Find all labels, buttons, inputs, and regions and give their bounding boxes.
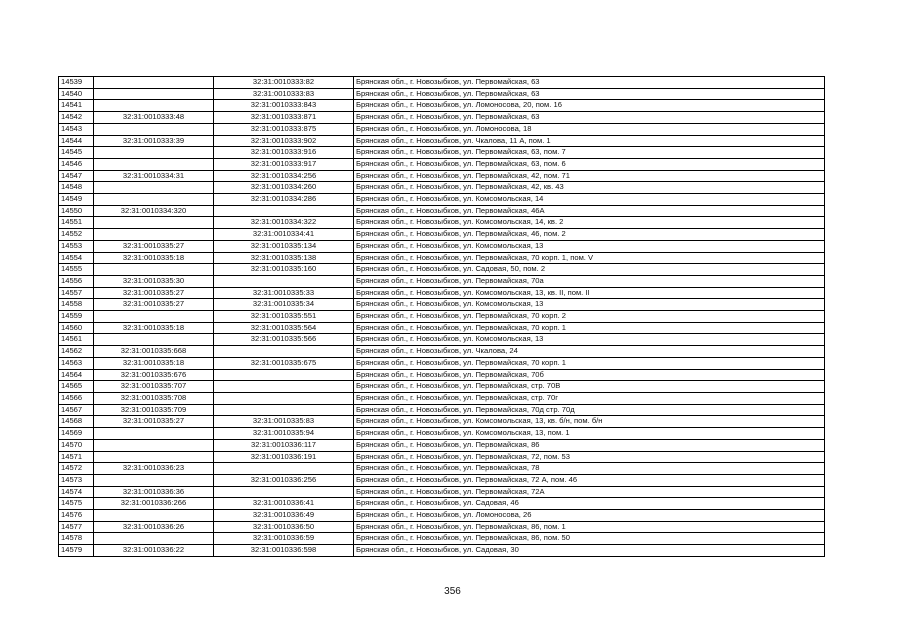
cadastral-number-a-cell: 32:31:0010335:708 <box>94 392 214 404</box>
cadastral-number-a-cell <box>94 439 214 451</box>
address-cell: Брянская обл., г. Новозыбков, ул. Первомайская, 70 корп. 1, пом. V <box>354 252 825 264</box>
cadastral-number-a-cell <box>94 182 214 194</box>
table-row <box>59 264 825 276</box>
table-row <box>59 123 825 135</box>
row-number-cell: 14543 <box>59 123 94 135</box>
cadastral-number-a-cell <box>94 147 214 159</box>
table-row <box>59 158 825 170</box>
address-cell: Брянская обл., г. Новозыбков, ул. Комсомольская, 13, кв. II, пом. II <box>354 287 825 299</box>
table-row <box>59 334 825 346</box>
cadastral-number-b-cell: 32:31:0010334:322 <box>214 217 354 229</box>
cadastral-number-a-cell: 32:31:0010335:18 <box>94 322 214 334</box>
row-number-cell: 14577 <box>59 521 94 533</box>
cadastral-number-a-cell <box>94 264 214 276</box>
cadastral-number-b-cell: 32:31:0010333:917 <box>214 158 354 170</box>
row-number-cell: 14554 <box>59 252 94 264</box>
table-row <box>59 451 825 463</box>
address-cell: Брянская обл., г. Новозыбков, ул. Первомайская, 70 корп. 2 <box>354 311 825 323</box>
cadastral-number-b-cell: 32:31:0010336:49 <box>214 510 354 522</box>
cadastral-number-a-cell: 32:31:0010335:18 <box>94 357 214 369</box>
cadastral-number-a-cell: 32:31:0010336:36 <box>94 486 214 498</box>
cadastral-number-b-cell: 32:31:0010335:160 <box>214 264 354 276</box>
row-number-cell: 14550 <box>59 205 94 217</box>
row-number-cell: 14576 <box>59 510 94 522</box>
cadastral-number-a-cell: 32:31:0010335:27 <box>94 416 214 428</box>
address-cell: Брянская обл., г. Новозыбков, ул. Комсомольская, 14 <box>354 194 825 206</box>
row-number-cell: 14566 <box>59 392 94 404</box>
address-cell: Брянская обл., г. Новозыбков, ул. Комсомольская, 13 <box>354 299 825 311</box>
cadastral-number-a-cell: 32:31:0010335:668 <box>94 346 214 358</box>
row-number-cell: 14578 <box>59 533 94 545</box>
cadastral-number-a-cell: 32:31:0010335:27 <box>94 287 214 299</box>
cadastral-number-b-cell: 32:31:0010336:191 <box>214 451 354 463</box>
table-row <box>59 463 825 475</box>
cadastral-number-a-cell <box>94 158 214 170</box>
row-number-cell: 14572 <box>59 463 94 475</box>
row-number-cell: 14560 <box>59 322 94 334</box>
cadastral-number-a-cell: 32:31:0010334:31 <box>94 170 214 182</box>
address-cell: Брянская обл., г. Новозыбков, ул. Первомайская, 86 <box>354 439 825 451</box>
cadastral-number-b-cell <box>214 346 354 358</box>
table-row <box>59 287 825 299</box>
row-number-cell: 14556 <box>59 275 94 287</box>
row-number-cell: 14565 <box>59 381 94 393</box>
address-cell: Брянская обл., г. Новозыбков, ул. Первомайская, 70б <box>354 369 825 381</box>
address-cell: Брянская обл., г. Новозыбков, ул. Первомайская, 70 корп. 1 <box>354 322 825 334</box>
row-number-cell: 14545 <box>59 147 94 159</box>
table-row <box>59 545 825 557</box>
cadastral-number-b-cell: 32:31:0010335:94 <box>214 428 354 440</box>
address-cell: Брянская обл., г. Новозыбков, ул. Чкалова, 24 <box>354 346 825 358</box>
row-number-cell: 14551 <box>59 217 94 229</box>
table-row <box>59 486 825 498</box>
address-cell: Брянская обл., г. Новозыбков, ул. Чкалова, 11 А, пом. 1 <box>354 135 825 147</box>
table-row <box>59 392 825 404</box>
table-row <box>59 147 825 159</box>
address-cell: Брянская обл., г. Новозыбков, ул. Садовая, 50, пом. 2 <box>354 264 825 276</box>
cadastral-number-b-cell: 32:31:0010333:871 <box>214 112 354 124</box>
row-number-cell: 14575 <box>59 498 94 510</box>
table-row <box>59 182 825 194</box>
cadastral-number-a-cell <box>94 428 214 440</box>
cadastral-number-a-cell: 32:31:0010336:22 <box>94 545 214 557</box>
cadastral-number-b-cell: 32:31:0010334:256 <box>214 170 354 182</box>
cadastral-number-a-cell <box>94 533 214 545</box>
cadastral-number-b-cell: 32:31:0010335:566 <box>214 334 354 346</box>
address-cell: Брянская обл., г. Новозыбков, ул. Комсомольская, 14, кв. 2 <box>354 217 825 229</box>
cadastral-number-a-cell: 32:31:0010335:709 <box>94 404 214 416</box>
row-number-cell: 14548 <box>59 182 94 194</box>
address-cell: Брянская обл., г. Новозыбков, ул. Первомайская, 72 А, пом. 46 <box>354 474 825 486</box>
address-cell: Брянская обл., г. Новозыбков, ул. Первомайская, 63 <box>354 77 825 89</box>
cadastral-number-b-cell <box>214 463 354 475</box>
row-number-cell: 14559 <box>59 311 94 323</box>
row-number-cell: 14568 <box>59 416 94 428</box>
table-row <box>59 252 825 264</box>
address-cell: Брянская обл., г. Новозыбков, ул. Первомайская, 70а <box>354 275 825 287</box>
row-number-cell: 14561 <box>59 334 94 346</box>
address-cell: Брянская обл., г. Новозыбков, ул. Первомайская, 86, пом. 50 <box>354 533 825 545</box>
row-number-cell: 14549 <box>59 194 94 206</box>
cadastral-number-b-cell: 32:31:0010335:34 <box>214 299 354 311</box>
table-row <box>59 170 825 182</box>
cadastral-number-b-cell <box>214 381 354 393</box>
cadastral-number-a-cell <box>94 510 214 522</box>
table-row <box>59 100 825 112</box>
row-number-cell: 14541 <box>59 100 94 112</box>
address-cell: Брянская обл., г. Новозыбков, ул. Ломоносова, 20, пом. 16 <box>354 100 825 112</box>
row-number-cell: 14562 <box>59 346 94 358</box>
cadastral-number-b-cell: 32:31:0010336:41 <box>214 498 354 510</box>
cadastral-number-b-cell: 32:31:0010333:916 <box>214 147 354 159</box>
cadastral-number-b-cell: 32:31:0010335:138 <box>214 252 354 264</box>
table-row <box>59 299 825 311</box>
table-row <box>59 404 825 416</box>
row-number-cell: 14558 <box>59 299 94 311</box>
cadastral-number-a-cell <box>94 77 214 89</box>
row-number-cell: 14544 <box>59 135 94 147</box>
address-cell: Брянская обл., г. Новозыбков, ул. Первомайская, 72, пом. 53 <box>354 451 825 463</box>
cadastral-number-b-cell: 32:31:0010335:83 <box>214 416 354 428</box>
table-row <box>59 428 825 440</box>
row-number-cell: 14579 <box>59 545 94 557</box>
row-number-cell: 14539 <box>59 77 94 89</box>
address-cell: Брянская обл., г. Новозыбков, ул. Первомайская, стр. 70г <box>354 392 825 404</box>
address-cell: Брянская обл., г. Новозыбков, ул. Первомайская, 63, пом. 6 <box>354 158 825 170</box>
cadastral-number-b-cell: 32:31:0010335:551 <box>214 311 354 323</box>
cadastral-number-a-cell: 32:31:0010336:266 <box>94 498 214 510</box>
address-cell: Брянская обл., г. Новозыбков, ул. Первомайская, стр. 70В <box>354 381 825 393</box>
address-cell: Брянская обл., г. Новозыбков, ул. Первомайская, 46А <box>354 205 825 217</box>
table-row <box>59 498 825 510</box>
cadastral-number-b-cell <box>214 486 354 498</box>
cadastral-number-b-cell: 32:31:0010336:256 <box>214 474 354 486</box>
table-row <box>59 112 825 124</box>
cadastral-number-b-cell: 32:31:0010335:564 <box>214 322 354 334</box>
cadastral-number-a-cell <box>94 229 214 241</box>
cadastral-number-a-cell <box>94 194 214 206</box>
cadastral-number-a-cell <box>94 88 214 100</box>
table-row <box>59 77 825 89</box>
address-cell: Брянская обл., г. Новозыбков, ул. Первомайская, 70 корп. 1 <box>354 357 825 369</box>
address-cell: Брянская обл., г. Новозыбков, ул. Комсомольская, 13 <box>354 240 825 252</box>
cadastral-number-b-cell <box>214 404 354 416</box>
row-number-cell: 14563 <box>59 357 94 369</box>
address-cell: Брянская обл., г. Новозыбков, ул. Первомайская, 46, пом. 2 <box>354 229 825 241</box>
table-row <box>59 439 825 451</box>
cadastral-number-b-cell <box>214 369 354 381</box>
row-number-cell: 14564 <box>59 369 94 381</box>
table-row <box>59 416 825 428</box>
cadastral-number-a-cell <box>94 474 214 486</box>
cadastral-number-b-cell: 32:31:0010333:875 <box>214 123 354 135</box>
row-number-cell: 14567 <box>59 404 94 416</box>
row-number-cell: 14546 <box>59 158 94 170</box>
table-row <box>59 369 825 381</box>
cadastral-number-a-cell: 32:31:0010335:707 <box>94 381 214 393</box>
cadastral-number-a-cell <box>94 123 214 135</box>
row-number-cell: 14570 <box>59 439 94 451</box>
cadastral-number-a-cell: 32:31:0010335:676 <box>94 369 214 381</box>
address-cell: Брянская обл., г. Новозыбков, ул. Первомайская, 42, кв. 43 <box>354 182 825 194</box>
table-row <box>59 217 825 229</box>
table-row <box>59 229 825 241</box>
cadastral-number-b-cell: 32:31:0010335:675 <box>214 357 354 369</box>
cadastral-number-a-cell <box>94 311 214 323</box>
table-row <box>59 533 825 545</box>
address-cell: Брянская обл., г. Новозыбков, ул. Комсомольская, 13 <box>354 334 825 346</box>
row-number-cell: 14553 <box>59 240 94 252</box>
cadastral-number-a-cell: 32:31:0010335:18 <box>94 252 214 264</box>
cadastral-number-b-cell <box>214 275 354 287</box>
table-row <box>59 240 825 252</box>
cadastral-number-a-cell: 32:31:0010335:27 <box>94 299 214 311</box>
table-row <box>59 346 825 358</box>
address-cell: Брянская обл., г. Новозыбков, ул. Садовая, 30 <box>354 545 825 557</box>
cadastral-number-b-cell: 32:31:0010333:82 <box>214 77 354 89</box>
cadastral-number-b-cell: 32:31:0010336:598 <box>214 545 354 557</box>
cadastral-number-a-cell <box>94 100 214 112</box>
cadastral-number-b-cell: 32:31:0010335:33 <box>214 287 354 299</box>
address-cell: Брянская обл., г. Новозыбков, ул. Комсомольская, 13, пом. 1 <box>354 428 825 440</box>
table-row <box>59 474 825 486</box>
row-number-cell: 14540 <box>59 88 94 100</box>
table-row <box>59 521 825 533</box>
address-cell: Брянская обл., г. Новозыбков, ул. Первомайская, 72А <box>354 486 825 498</box>
cadastral-number-a-cell <box>94 334 214 346</box>
row-number-cell: 14557 <box>59 287 94 299</box>
cadastral-number-b-cell: 32:31:0010336:50 <box>214 521 354 533</box>
row-number-cell: 14552 <box>59 229 94 241</box>
table-row <box>59 311 825 323</box>
cadastral-number-a-cell: 32:31:0010333:39 <box>94 135 214 147</box>
address-cell: Брянская обл., г. Новозыбков, ул. Ломоносова, 26 <box>354 510 825 522</box>
address-cell: Брянская обл., г. Новозыбков, ул. Комсомольская, 13, кв. б/н, пом. б/н <box>354 416 825 428</box>
cadastral-number-a-cell: 32:31:0010333:48 <box>94 112 214 124</box>
cadastral-number-b-cell: 32:31:0010335:134 <box>214 240 354 252</box>
registry-table <box>58 76 825 557</box>
cadastral-number-a-cell: 32:31:0010335:27 <box>94 240 214 252</box>
cadastral-number-b-cell: 32:31:0010336:59 <box>214 533 354 545</box>
cadastral-number-a-cell <box>94 451 214 463</box>
table-row <box>59 357 825 369</box>
table-row <box>59 88 825 100</box>
cadastral-number-b-cell: 32:31:0010333:83 <box>214 88 354 100</box>
row-number-cell: 14542 <box>59 112 94 124</box>
page-number: 356 <box>444 586 461 597</box>
address-cell: Брянская обл., г. Новозыбков, ул. Ломоносова, 18 <box>354 123 825 135</box>
address-cell: Брянская обл., г. Новозыбков, ул. Первомайская, 70д стр. 70д <box>354 404 825 416</box>
cadastral-number-b-cell: 32:31:0010333:902 <box>214 135 354 147</box>
address-cell: Брянская обл., г. Новозыбков, ул. Первомайская, 63, пом. 7 <box>354 147 825 159</box>
cadastral-number-b-cell: 32:31:0010336:117 <box>214 439 354 451</box>
row-number-cell: 14573 <box>59 474 94 486</box>
table-row <box>59 205 825 217</box>
address-cell: Брянская обл., г. Новозыбков, ул. Первомайская, 63 <box>354 88 825 100</box>
table-row <box>59 275 825 287</box>
cadastral-number-b-cell: 32:31:0010334:286 <box>214 194 354 206</box>
cadastral-number-a-cell: 32:31:0010336:23 <box>94 463 214 475</box>
cadastral-number-b-cell: 32:31:0010334:41 <box>214 229 354 241</box>
cadastral-number-a-cell: 32:31:0010335:30 <box>94 275 214 287</box>
address-cell: Брянская обл., г. Новозыбков, ул. Первомайская, 86, пом. 1 <box>354 521 825 533</box>
table-row <box>59 322 825 334</box>
cadastral-number-a-cell: 32:31:0010336:26 <box>94 521 214 533</box>
address-cell: Брянская обл., г. Новозыбков, ул. Садовая, 46 <box>354 498 825 510</box>
cadastral-number-a-cell: 32:31:0010334:320 <box>94 205 214 217</box>
cadastral-number-a-cell <box>94 217 214 229</box>
row-number-cell: 14547 <box>59 170 94 182</box>
address-cell: Брянская обл., г. Новозыбков, ул. Первомайская, 78 <box>354 463 825 475</box>
row-number-cell: 14571 <box>59 451 94 463</box>
table-row <box>59 510 825 522</box>
table-row <box>59 194 825 206</box>
table-row <box>59 135 825 147</box>
cadastral-number-b-cell <box>214 392 354 404</box>
table-row <box>59 381 825 393</box>
cadastral-number-b-cell: 32:31:0010334:260 <box>214 182 354 194</box>
address-cell: Брянская обл., г. Новозыбков, ул. Первомайская, 42, пом. 71 <box>354 170 825 182</box>
cadastral-number-b-cell: 32:31:0010333:843 <box>214 100 354 112</box>
cadastral-number-b-cell <box>214 205 354 217</box>
row-number-cell: 14555 <box>59 264 94 276</box>
row-number-cell: 14569 <box>59 428 94 440</box>
address-cell: Брянская обл., г. Новозыбков, ул. Первомайская, 63 <box>354 112 825 124</box>
registry-table-body <box>59 77 825 557</box>
row-number-cell: 14574 <box>59 486 94 498</box>
